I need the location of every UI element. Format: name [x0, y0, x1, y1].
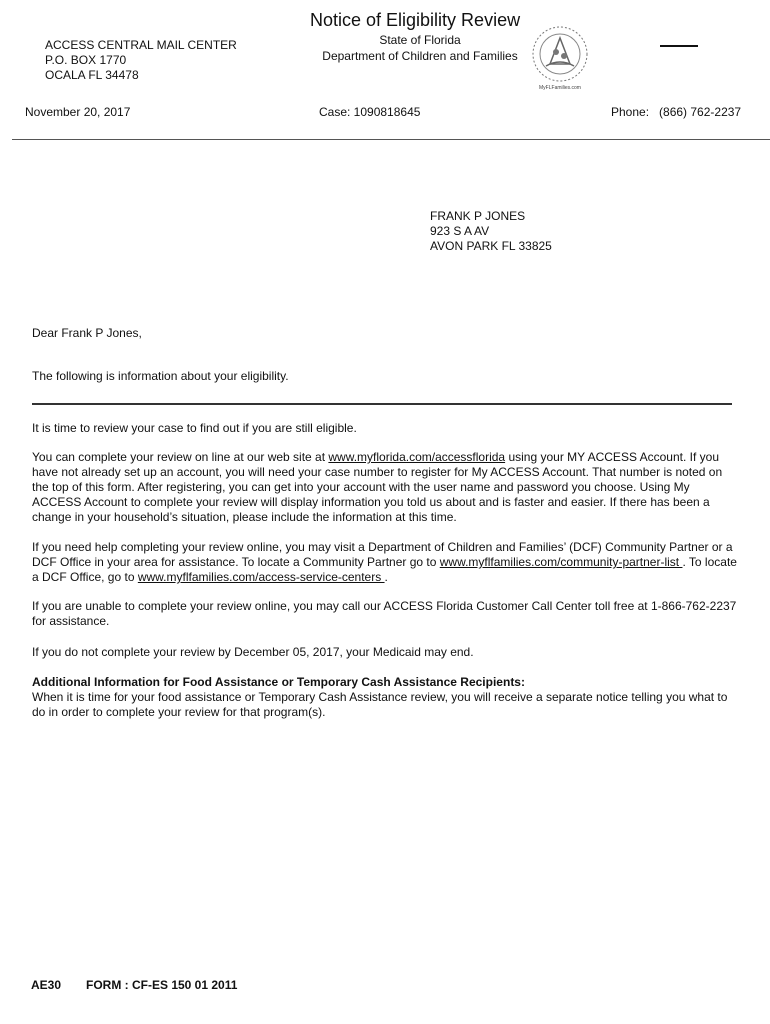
paragraph-text: If you are unable to complete your review online, you may call our ACCESS Florida Customer Call Center toll free at 1-866-762-2237 for assistance. — [32, 599, 737, 628]
state-label: State of Florida — [379, 33, 461, 47]
notice-date: November 20, 2017 — [25, 105, 131, 119]
sender-address — [45, 38, 237, 83]
recipient-street: 923 S A AV — [430, 224, 490, 238]
paragraph-call — [32, 599, 737, 629]
paragraph-text: . To locate a DCF Office, go to — [32, 555, 737, 584]
page-title: Notice of Eligibility Review — [310, 10, 521, 30]
paragraph-help — [32, 540, 737, 585]
seal-text: MyFLFamilies.com — [539, 85, 581, 91]
accessflorida-link[interactable]: www.myflorida.com/accessflorida — [328, 450, 506, 464]
recipient-address — [430, 209, 552, 254]
additional-heading: Additional Information for Food Assistance or Temporary Cash Assistance Recipients: — [32, 675, 525, 689]
paragraph-text: using your MY ACCESS Account. If you have not already set up an account, you will need your case number to register for My ACCESS Account. That number is noted on the top of this form. After registering, you can get into your account with the user name and password you choose. Using My ACCESS Account to complete your review will display information you told us about and is faster and easier. If there has been a change in your household’s situation, please include the information at this time. — [32, 450, 723, 524]
header-divider — [12, 139, 770, 140]
case-number: Case: 1090818645 — [319, 105, 421, 119]
paragraph-text: When it is time for your food assistance or Temporary Cash Assistance review, you will receive a separate notice telling you what to do in order to complete your review for that program(s). — [32, 690, 728, 719]
paragraph-deadline — [32, 645, 737, 660]
sender-line: ACCESS CENTRAL MAIL CENTER — [45, 38, 237, 52]
section-divider — [32, 403, 732, 405]
paragraph-text: If you need help completing your review online, you may visit a Department of Children and Families’ (DCF) Community Partner or a DCF Office in your area for assistance. To locate a Community Partner go to — [32, 540, 733, 569]
paragraph-additional — [32, 675, 737, 720]
phone-number: Phone: (866) 762-2237 — [611, 105, 742, 119]
sender-line: OCALA FL 34478 — [45, 68, 139, 82]
footer-code: AE30 — [31, 978, 62, 992]
paragraph-online — [32, 450, 737, 525]
recipient-name: FRANK P JONES — [430, 209, 526, 223]
paragraph-text: If you do not complete your review by December 05, 2017, your Medicaid may end. — [32, 645, 474, 659]
florida-seal-logo — [528, 24, 592, 92]
community-partner-link[interactable]: www.myflfamilies.com/community-partner-list — [439, 555, 683, 569]
dash-mark — [660, 45, 698, 47]
paragraph-review — [32, 421, 737, 436]
footer-form-number: FORM : CF-ES 150 01 2011 — [86, 978, 238, 992]
paragraph-text: You can complete your review on line at our web site at — [32, 450, 329, 464]
paragraph-text: It is time to review your case to find out if you are still eligible. — [32, 421, 357, 435]
department-label: Department of Children and Families — [322, 49, 518, 63]
recipient-city: AVON PARK FL 33825 — [430, 239, 552, 253]
sender-line: P.O. BOX 1770 — [45, 53, 127, 67]
access-service-centers-link[interactable]: www.myflfamilies.com/access-service-centers — [137, 570, 385, 584]
intro-text: The following is information about your eligibility. — [32, 369, 289, 383]
greeting: Dear Frank P Jones, — [32, 326, 142, 340]
paragraph-text: . — [384, 570, 388, 584]
